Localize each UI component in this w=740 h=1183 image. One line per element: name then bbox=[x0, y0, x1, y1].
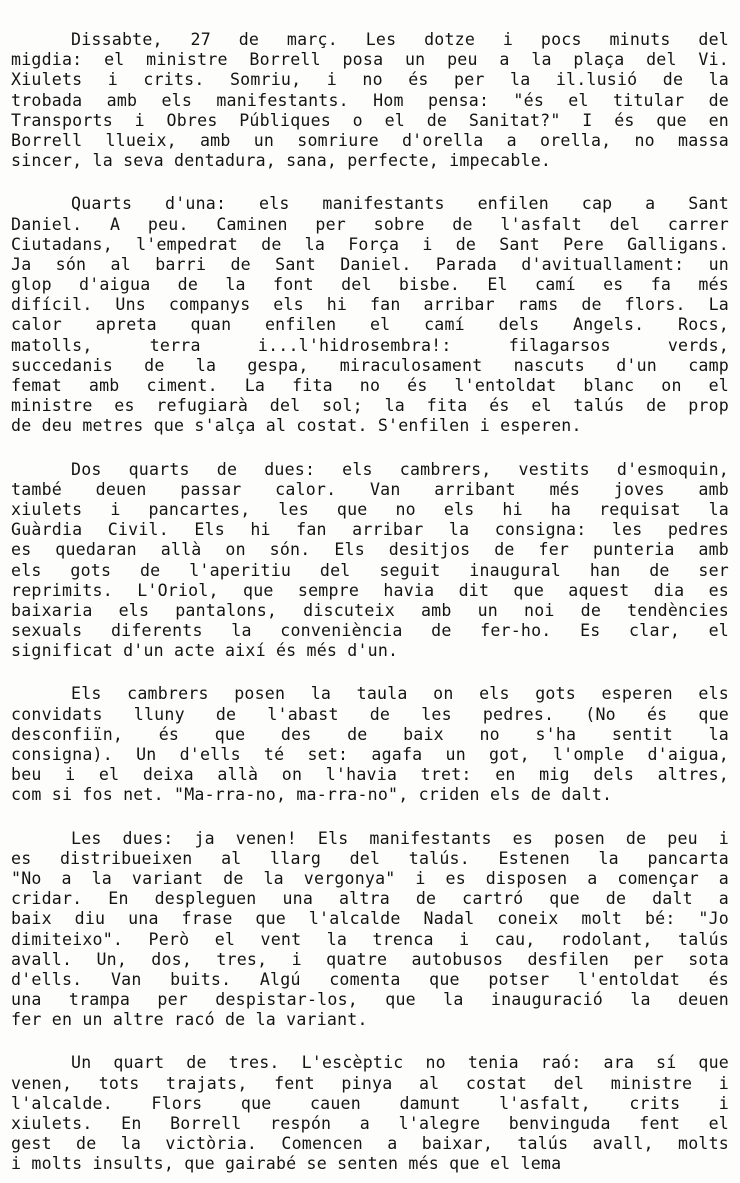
text-line: Borrell llueix, amb un somriure d'orella a orella, no massa bbox=[11, 130, 729, 150]
text-line: com si fos net. "Ma-rra-no, ma-rra-no", criden els de dalt. bbox=[11, 785, 613, 805]
paragraph bbox=[11, 829, 729, 1031]
text-line: beu i el deixa allà on l'havia tret: en mig dels altres, bbox=[11, 765, 729, 785]
text-line: trobada amb els manifestants. Hom pensa: "és el titular de bbox=[11, 90, 729, 110]
text-line: una trampa per despistar-los, que la inauguració la deuen bbox=[11, 990, 729, 1010]
text-line: consigna). Un d'ells té set: agafa un got, l'omple d'aigua, bbox=[11, 745, 729, 764]
text-line: Quarts d'una: els manifestants enfilen cap a Sant bbox=[71, 194, 729, 214]
text-line: d'ells. Van buits. Algú comenta que potser l'entoldat és bbox=[11, 969, 729, 989]
text-line: Els cambrers posen la taula on els gots esperen els bbox=[71, 684, 729, 704]
text-line: ministre es refugiarà del sol; la fita és el talús de prop bbox=[11, 396, 729, 416]
text-line: Les dues: ja venen! Els manifestants es posen de peu i bbox=[71, 828, 729, 848]
text-line: de deu metres que s'alça al costat. S'enfilen i esperen. bbox=[11, 416, 582, 436]
text-line: Un quart de tres. L'escèptic no tenia raó: ara sí que bbox=[71, 1053, 729, 1073]
text-line: avall. Un, dos, tres, i quatre autobusos desfilen per sota bbox=[11, 949, 729, 969]
text-line: els gots de l'aperitiu del seguit inaugural han de ser bbox=[11, 560, 729, 580]
paragraph bbox=[11, 684, 729, 805]
paragraph bbox=[11, 194, 729, 436]
text-line: i molts insults, que gairabé se senten més que el lema bbox=[11, 1154, 562, 1174]
text-line: Xiulets i crits. Somriu, i no és per la il.lusió de la bbox=[11, 70, 729, 90]
paragraph bbox=[11, 1053, 729, 1174]
text-line: matolls, terra i...l'hidrosembra!: filagarsos verds, bbox=[11, 335, 729, 355]
text-line: difícil. Uns companys els hi fan arribar rams de flors. La bbox=[11, 295, 729, 315]
text-line: cridar. En despleguen una altra de cartró que de dalt a bbox=[11, 889, 729, 909]
text-line: convidats lluny de l'abast de les pedres. (No és que bbox=[11, 704, 729, 724]
text-line: baixaria els pantalons, discuteix amb un noi de tendències bbox=[11, 600, 729, 620]
text-line: significat d'un acte així és més d'un. bbox=[11, 641, 399, 661]
text-line: l'alcalde. Flors que cauen damunt l'asfalt, crits i bbox=[11, 1093, 729, 1113]
text-line: Guàrdia Civil. Els hi fan arribar la consigna: les pedres bbox=[11, 520, 729, 540]
text-line: dimiteixo". Però el vent la trenca i cau, rodolant, talús bbox=[11, 929, 729, 949]
text-line: "No a la variant de la vergonya" i es disposen a començar a bbox=[11, 868, 729, 888]
text-line: xiulets. En Borrell respón a l'alegre benvinguda fent el bbox=[11, 1114, 729, 1133]
text-line: Dissabte, 27 de març. Les dotze i pocs minuts del bbox=[71, 30, 729, 49]
text-line: Dos quarts de dues: els cambrers, vestits d'esmoquin, bbox=[71, 459, 729, 479]
text-line: gest de la victòria. Comencen a baixar, talús avall, molts bbox=[11, 1134, 729, 1154]
text-line: fer en un altre racó de la variant. bbox=[11, 1010, 368, 1030]
text-line: sexuals diferents la conveniència de fer-ho. Es clar, el bbox=[11, 621, 729, 641]
paragraph bbox=[11, 30, 729, 171]
text-line: xiulets i pancartes, les que no els hi ha requisat la bbox=[11, 499, 729, 519]
text-line: es quedaran allà on són. Els desitjos de fer punteria amb bbox=[11, 540, 729, 560]
text-line: Daniel. A peu. Caminen per sobre de l'asfalt del carrer bbox=[11, 214, 729, 234]
text-line: desconfiïn, és que des de baix no s'ha sentit la bbox=[11, 724, 729, 744]
text-line: també deuen passar calor. Van arribant més joves amb bbox=[11, 479, 729, 499]
paragraph bbox=[11, 460, 729, 662]
text-line: femat amb ciment. La fita no és l'entoldat blanc on el bbox=[11, 376, 729, 395]
text-line: reprimits. L'Oriol, que sempre havia dit que aquest dia es bbox=[11, 580, 729, 600]
text-line: Ciutadans, l'empedrat de la Força i de Sant Pere Galligans. bbox=[11, 234, 729, 254]
text-line: baix diu una frase que l'alcalde Nadal coneix molt bé: "Jo bbox=[11, 909, 729, 929]
text-line: venen, tots trajats, fent pinya al costat del ministre i bbox=[11, 1073, 729, 1093]
text-line: glop d'aigua de la font del bisbe. El camí es fa més bbox=[11, 275, 729, 295]
text-line: migdia: el ministre Borrell posa un peu a la plaça del Vi. bbox=[11, 50, 729, 70]
text-line: es distribueixen al llarg del talús. Estenen la pancarta bbox=[11, 848, 729, 868]
text-line: calor apreta quan enfilen el camí dels Angels. Rocs, bbox=[11, 315, 729, 335]
text-line: sincer, la seva dentadura, sana, perfecte, impecable. bbox=[11, 151, 552, 171]
text-line: Transports i Obres Públiques o el de Sanitat?" I és que en bbox=[11, 110, 729, 130]
text-line: Ja són al barri de Sant Daniel. Parada d'avituallament: un bbox=[11, 254, 729, 274]
text-line: succedanis de la gespa, miraculosament nascuts d'un camp bbox=[11, 355, 729, 375]
